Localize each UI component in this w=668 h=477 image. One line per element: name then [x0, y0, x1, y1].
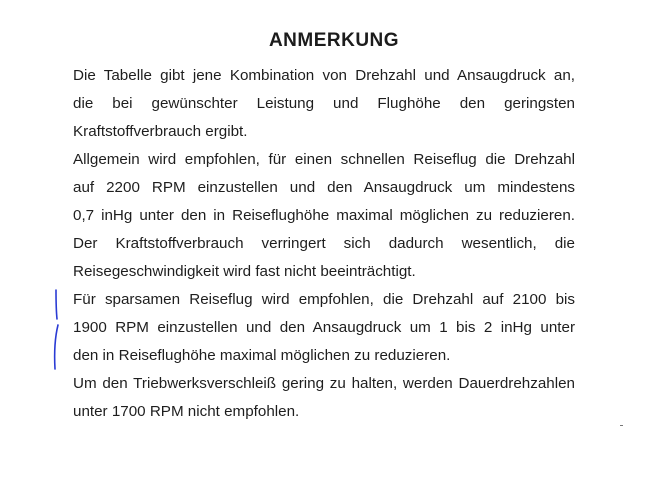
document-title: ANMERKUNG — [268, 30, 400, 51]
text-line-5: auf 2200 RPM einzustellen und den Ansaugdruck um mindestens — [73, 179, 575, 196]
text-line-8: Reisegeschwindigkeit wird fast nicht beeinträchtigt. — [73, 263, 416, 280]
text-line-3: Kraftstoffverbrauch ergibt. — [73, 123, 248, 140]
text-line-4: Allgemein wird empfohlen, für einen schnellen Reiseflug die Drehzahl — [73, 151, 575, 168]
text-line-12: Um den Triebwerksverschleiß gering zu halten, werden Dauerdrehzahlen — [73, 375, 575, 392]
text-line-9: Für sparsamen Reiseflug wird empfohlen, die Drehzahl auf 2100 bis — [73, 291, 575, 308]
text-line-11: den in Reiseflughöhe maximal möglichen zu reduzieren. — [73, 347, 451, 364]
margin-change-mark-icon — [51, 289, 63, 371]
text-line-6: 0,7 inHg unter den in Reiseflughöhe maximal möglichen zu reduzieren. — [73, 207, 575, 224]
text-line-10: 1900 RPM einzustellen und den Ansaugdruck um 1 bis 2 inHg unter — [73, 319, 575, 336]
text-line-2: die bei gewünschter Leistung und Flughöhe den geringsten — [73, 95, 575, 112]
text-line-13: unter 1700 RPM nicht empfohlen. — [73, 403, 300, 420]
text-line-7: Der Kraftstoffverbrauch verringert sich dadurch wesentlich, die — [73, 235, 575, 252]
text-line-1: Die Tabelle gibt jene Kombination von Drehzahl und Ansaugdruck an, — [73, 67, 575, 84]
speck-mark — [620, 425, 623, 426]
